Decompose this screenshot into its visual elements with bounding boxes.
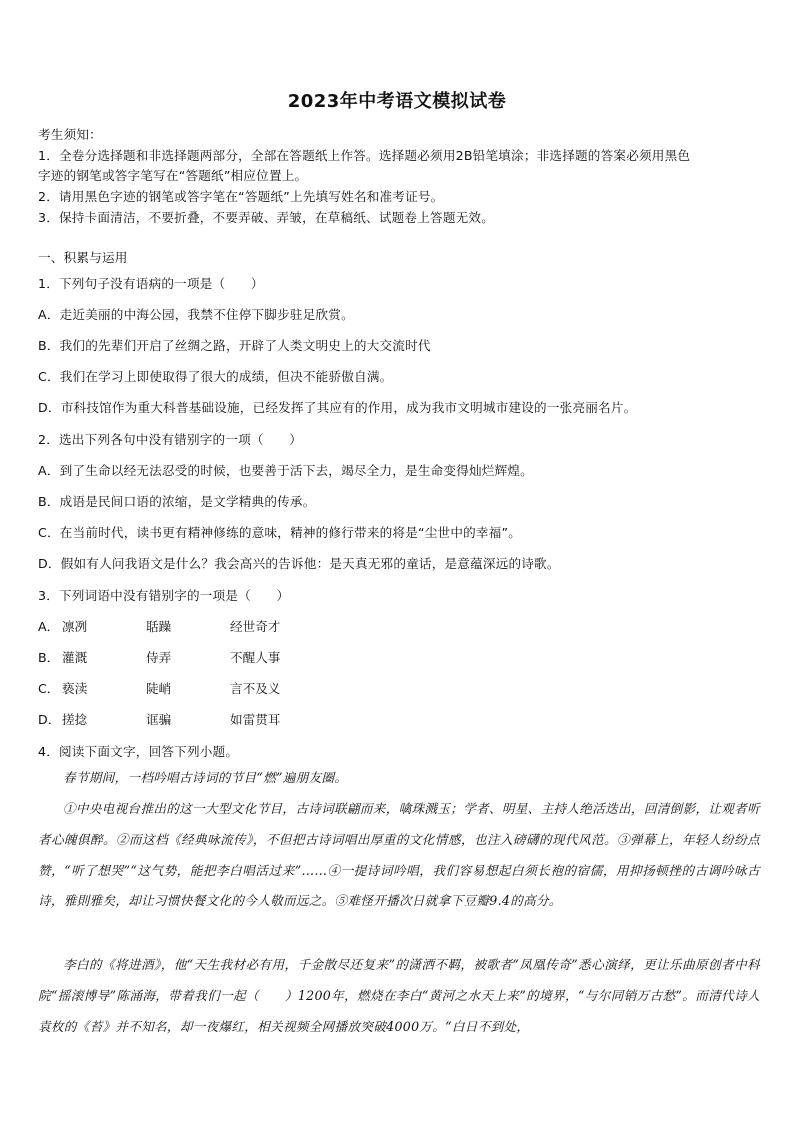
option-word-3: 如雷贯耳 (230, 712, 281, 727)
notice-item-3: 3．保持卡面清洁，不要折叠，不要弄破、弄皱，在草稿纸、试题卷上答题无效。 (38, 210, 494, 225)
q2-stem: 2．选出下列各句中没有错别字的一项（ ） (38, 432, 303, 447)
q4-stem: 4．阅读下面文字，回答下列小题。 (38, 744, 239, 759)
q2-option-b: B．成语是民间口语的浓缩，是文学精典的传承。 (38, 494, 316, 509)
option-word-3: 经世奇才 (230, 619, 281, 634)
option-word-2: 聒躁 (146, 619, 172, 634)
q3-stem: 3．下列词语中没有错别字的一项是（ ） (38, 588, 290, 603)
q1-option-a: A．走近美丽的中海公园，我禁不住停下脚步驻足欣赏。 (38, 307, 354, 322)
notice-heading: 考生须知： (38, 127, 102, 142)
notice-item-1-line-2: 字迹的钢笔或答字笔写在“答题纸”相应位置上。 (38, 168, 308, 183)
option-word-2: 侍弄 (146, 650, 172, 665)
page-title: 2023年中考语文模拟试卷 (287, 91, 507, 112)
option-letter: A． (38, 619, 60, 634)
option-word-2: 陡峭 (146, 681, 172, 696)
option-word-1: 灌溉 (62, 650, 88, 665)
q3-option-c (38, 678, 280, 697)
option-word-1: 凛冽 (62, 619, 88, 634)
notice-item-2: 2．请用黑色字迹的钢笔或答字笔在“答题纸”上先填写姓名和准考证号。 (38, 189, 444, 204)
option-word-2: 诓骗 (146, 712, 172, 727)
passage-paragraph-1: 春节期间，一档吟唱古诗词的节目“燃”遍朋友圈。 (63, 770, 348, 785)
section-heading: 一、积累与运用 (38, 250, 128, 265)
option-letter: D． (38, 712, 61, 727)
option-word-1: 搓捻 (62, 712, 88, 727)
option-word-3: 不醒人事 (230, 650, 281, 665)
q2-option-c: C．在当前时代，读书更有精神修练的意味，精神的修行带来的将是“尘世中的幸福”。 (38, 525, 522, 540)
q3-option-b (38, 647, 280, 666)
q1-stem: 1．下列句子没有语病的一项是（ ） (38, 276, 264, 291)
q3-option-d (38, 709, 280, 728)
q1-option-d: D．市科技馆作为重大科普基础设施，已经发挥了其应有的作用，成为我市文明城市建设的一张亮丽名片。 (38, 400, 637, 415)
passage-paragraph-3: 李白的《将进酒》，他“天生我材必有用，千金散尽还复来”的潇洒不羁，被歌者“凤凰传奇”悉心演绎，更让乐曲原创者中科院“摇滚博导”陈涌海，带着我们一起（ ）1200年，燃烧在李白“黄河之水天上来”的境界，“与尔同销万古愁”。而清代诗人袁枚的《苔》并不知名，却一夜爆红，相关视频全网播放突破4000万。“白日不到处， (38, 957, 760, 1034)
q3-option-a (38, 616, 280, 635)
q1-option-c: C．我们在学习上即使取得了很大的成绩，但决不能骄傲自满。 (38, 369, 393, 384)
q1-option-b: B．我们的先辈们开启了丝绸之路，开辟了人类文明史上的大交流时代 (38, 338, 431, 353)
notice-item-1-line-1: 1．全卷分选择题和非选择题两部分，全部在答题纸上作答。选择题必须用2B铅笔填涂；非选择题的答案必须用黑色 (38, 148, 691, 163)
option-letter: C． (38, 681, 60, 696)
option-word-3: 言不及义 (230, 681, 281, 696)
passage-paragraph-2: ①中央电视台推出的这一大型文化节目，古诗词联翩而来，噙珠溅玉；学者、明星、主持人绝活迭出，回清倒影，让观者听者心魄俱醉。②而这档《经典咏流传》，不但把古诗词唱出厚重的文化情感，也注入磅礴的现代风范。③弹幕上，年轻人纷纷点赞，“听了想哭”“这气势，能把李白唱活过来”……④一提诗词吟唱，我们容易想起白须长袍的宿儒，用抑扬顿挫的古调吟咏古诗，雅則雅矣，却让习惯快餐文化的今人敬而远之。⑤难怪开播次日就拿下豆瓣9.4的高分。 (38, 801, 760, 909)
q2-option-d: D．假如有人问我语文是什么？我会高兴的告诉他：是天真无邪的童话，是意蕴深远的诗歌。 (38, 556, 560, 571)
q2-option-a: A．到了生命以经无法忍受的时候，也要善于活下去，竭尽全力，是生命变得灿烂辉煌。 (38, 463, 533, 478)
option-letter: B． (38, 650, 60, 665)
option-word-1: 亵渎 (62, 681, 88, 696)
